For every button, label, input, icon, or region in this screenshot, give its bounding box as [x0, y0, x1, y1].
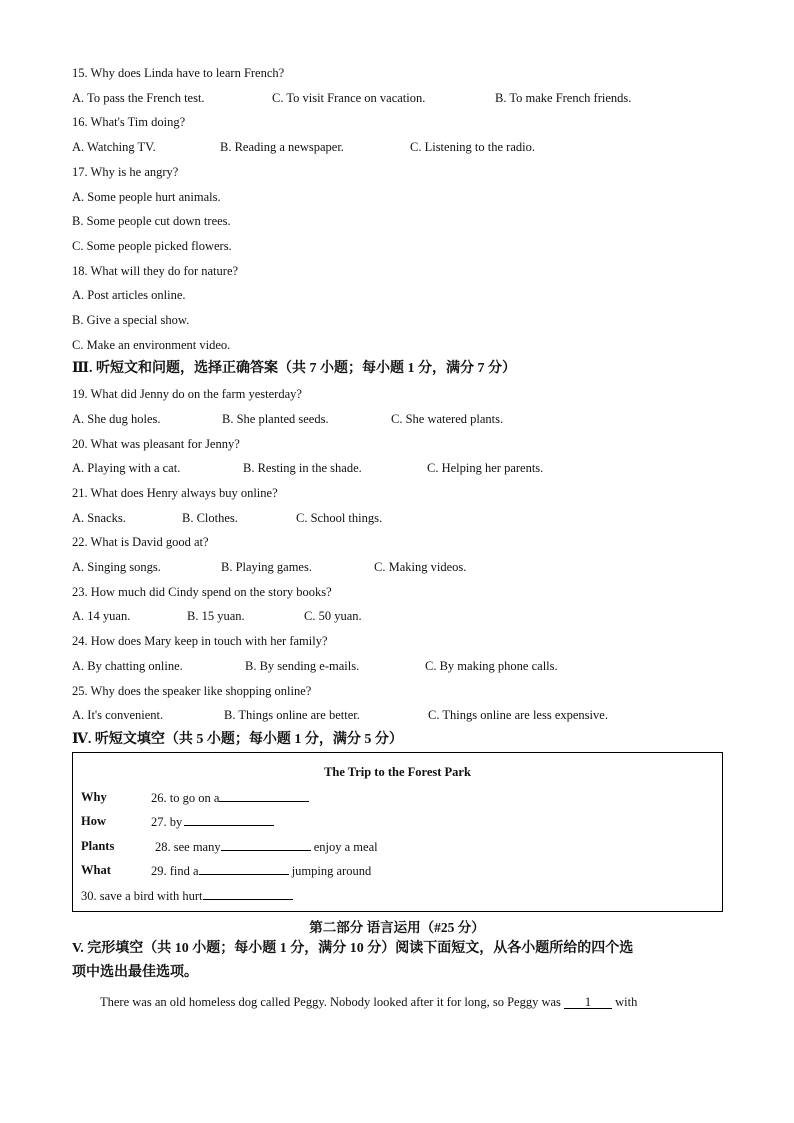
table-title: The Trip to the Forest Park [324, 765, 471, 779]
option-20-c: C. Helping her parents. [427, 461, 544, 475]
section-3-heading: Ⅲ. 听短文和问题，选择正确答案（共 7 小题；每小题 1 分，满分 7 分） [72, 361, 517, 376]
section-5-heading-line1: V. 完形填空（共 10 小题；每小题 1 分，满分 10 分）阅读下面短文，从各小题所给的四个选 [72, 941, 634, 956]
question-19: 19. What did Jenny do on the farm yesterday? [72, 387, 302, 401]
row-text: 30. save a bird with hurt [81, 887, 293, 904]
answer-blank-29[interactable] [199, 862, 289, 875]
option-23-b: B. 15 yuan. [187, 609, 245, 623]
option-19-a: A. She dug holes. [72, 412, 161, 426]
option-21-c: C. School things. [296, 511, 383, 525]
row-key: Why [81, 790, 107, 804]
option-22-a: A. Singing songs. [72, 560, 161, 574]
question-21: 21. What does Henry always buy online? [72, 486, 278, 500]
option-15-a: A. To pass the French test. [72, 91, 205, 105]
option-22-c: C. Making videos. [374, 560, 467, 574]
question-25: 25. Why does the speaker like shopping online? [72, 684, 312, 698]
question-17: 17. Why is he angry? [72, 165, 179, 179]
option-24-c: C. By making phone calls. [425, 659, 558, 673]
option-18-a: A. Post articles online. [72, 288, 186, 302]
option-19-b: B. She planted seeds. [222, 412, 329, 426]
answer-blank-30[interactable] [203, 887, 293, 900]
option-21-a: A. Snacks. [72, 511, 126, 525]
option-25-b: B. Things online are better. [224, 708, 360, 722]
option-19-c: C. She watered plants. [391, 412, 504, 426]
passage-first-line: There was an old homeless dog called Peggy. Nobody looked after it for long, so Peggy was 1 with [100, 995, 638, 1009]
option-20-a: A. Playing with a cat. [72, 461, 181, 475]
option-21-b: B. Clothes. [182, 511, 238, 525]
question-24: 24. How does Mary keep in touch with her family? [72, 634, 328, 648]
option-24-a: A. By chatting online. [72, 659, 183, 673]
option-23-c: C. 50 yuan. [304, 609, 362, 623]
option-20-b: B. Resting in the shade. [243, 461, 362, 475]
option-22-b: B. Playing games. [221, 560, 312, 574]
question-20: 20. What was pleasant for Jenny? [72, 437, 240, 451]
option-25-a: A. It's convenient. [72, 708, 164, 722]
row-text: 29. find a jumping around [151, 864, 372, 878]
option-15-b: B. To make French friends. [495, 91, 632, 105]
option-25-c: C. Things online are less expensive. [428, 708, 608, 722]
row-text: 27. by [151, 813, 274, 830]
option-18-b: B. Give a special show. [72, 313, 190, 327]
row-key: How [81, 814, 106, 828]
option-16-c: C. Listening to the radio. [410, 140, 535, 154]
part-2-heading: 第二部分 语言运用（#25 分） [309, 920, 485, 935]
row-key: Plants [81, 839, 115, 853]
answer-blank-27[interactable] [184, 813, 274, 826]
option-17-a: A. Some people hurt animals. [72, 190, 221, 204]
option-24-b: B. By sending e-mails. [245, 659, 360, 673]
option-16-a: A. Watching TV. [72, 140, 156, 154]
option-15-c: C. To visit France on vacation. [272, 91, 426, 105]
option-16-b: B. Reading a newspaper. [220, 140, 344, 154]
row-key: What [81, 863, 111, 877]
question-16: 16. What's Tim doing? [72, 115, 186, 129]
answer-blank-28[interactable] [221, 838, 311, 851]
fill-in-table [72, 752, 723, 912]
question-22: 22. What is David good at? [72, 535, 209, 549]
answer-blank-26[interactable] [219, 789, 309, 802]
question-15: 15. Why does Linda have to learn French? [72, 66, 285, 80]
option-23-a: A. 14 yuan. [72, 609, 131, 623]
question-18: 18. What will they do for nature? [72, 264, 239, 278]
row-text: 28. see many enjoy a meal [155, 840, 378, 854]
section-5-heading-line2: 项中选出最佳选项。 [72, 965, 198, 980]
option-17-c: C. Some people picked flowers. [72, 239, 232, 253]
option-18-c: C. Make an environment video. [72, 338, 231, 352]
question-23: 23. How much did Cindy spend on the story books? [72, 585, 332, 599]
option-17-b: B. Some people cut down trees. [72, 214, 231, 228]
row-text: 26. to go on a [151, 789, 309, 806]
cloze-blank-1[interactable]: 1 [564, 994, 612, 1009]
section-4-heading: Ⅳ. 听短文填空（共 5 小题；每小题 1 分，满分 5 分） [72, 732, 403, 747]
